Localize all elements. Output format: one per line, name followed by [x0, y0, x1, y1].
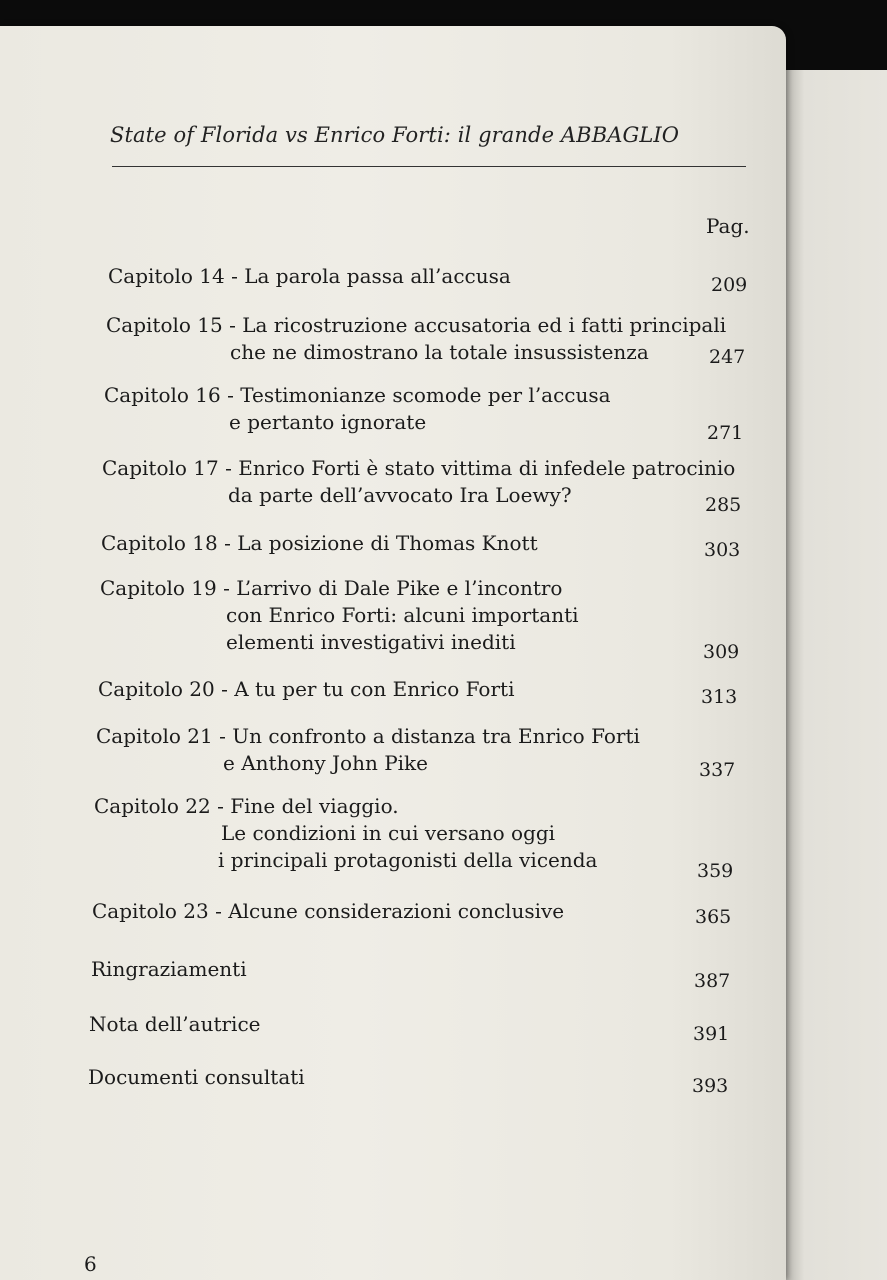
toc-entry-line: Capitolo 20 - A tu per tu con Enrico Forti	[98, 677, 515, 701]
toc-page-number: 209	[711, 274, 748, 296]
toc-entry-line: Ringraziamenti	[91, 957, 247, 981]
toc-entry-line: Capitolo 15 - La ricostruzione accusatoria ed i fatti principali	[106, 313, 727, 337]
toc-entry-line: Capitolo 22 - Fine del viaggio.	[94, 794, 399, 818]
toc-entry-line: da parte dell’avvocato Ira Loewy?	[228, 483, 572, 507]
toc-entry-line: Le condizioni in cui versano oggi	[221, 821, 556, 845]
toc-page-number: 387	[694, 970, 731, 992]
toc-entry-line: Capitolo 18 - La posizione di Thomas Knott	[101, 531, 538, 555]
toc-entry-line: Capitolo 16 - Testimonianze scomode per l’accusa	[104, 383, 611, 407]
toc-page-number: 365	[695, 906, 732, 928]
toc-entry	[100, 575, 579, 656]
toc-entry-line: elementi investigativi inediti	[226, 630, 516, 654]
toc-page-number: 247	[709, 346, 746, 368]
running-head: State of Florida vs Enrico Forti: il grande ABBAGLIO	[110, 123, 680, 147]
toc-entry-line: Capitolo 14 - La parola passa all’accusa	[108, 264, 511, 288]
toc-page-number: 359	[697, 860, 734, 882]
toc-entry	[88, 1064, 305, 1091]
toc-entry	[98, 676, 514, 703]
next-page-edge	[786, 70, 887, 1280]
toc-entry-line: che ne dimostrano la totale insussistenza	[230, 340, 649, 364]
toc-page-number: 313	[701, 686, 738, 708]
header-rule	[112, 166, 746, 167]
page-number: 6	[84, 1252, 97, 1276]
page-column-label: Pag.	[706, 214, 750, 238]
toc-page-number: 309	[703, 641, 740, 663]
toc-entry-line: i principali protagonisti della vicenda	[218, 848, 598, 872]
toc-entry-line: con Enrico Forti: alcuni importanti	[226, 603, 579, 627]
toc-entry-line: Capitolo 19 - L’arrivo di Dale Pike e l’incontro	[100, 576, 563, 600]
toc-entry-line: Documenti consultati	[88, 1065, 305, 1089]
toc-page-number: 391	[693, 1023, 730, 1045]
toc-entry	[96, 723, 640, 777]
toc-entry-line: Capitolo 17 - Enrico Forti è stato vittima di infedele patrocinio	[102, 456, 736, 480]
toc-entry-line: Capitolo 21 - Un confronto a distanza tra Enrico Forti	[96, 724, 640, 748]
toc-entry	[101, 530, 538, 557]
book-page	[0, 26, 786, 1280]
toc-page-number: 303	[704, 539, 741, 561]
toc-page-number: 285	[705, 494, 742, 516]
toc-entry	[102, 455, 735, 509]
toc-entry	[92, 898, 564, 925]
toc-page-number: 271	[707, 422, 744, 444]
toc-entry	[108, 263, 511, 290]
toc-entry	[91, 956, 247, 983]
toc-entry-line: Nota dell’autrice	[89, 1012, 261, 1036]
toc-entry	[89, 1011, 260, 1038]
toc-entry-line: e Anthony John Pike	[223, 751, 428, 775]
toc-page-number: 337	[699, 759, 736, 781]
toc-entry-line: Capitolo 23 - Alcune considerazioni conclusive	[92, 899, 565, 923]
toc-page-number: 393	[692, 1075, 729, 1097]
toc-entry	[106, 312, 726, 366]
toc-entry	[94, 793, 597, 874]
toc-entry-line: e pertanto ignorate	[229, 410, 427, 434]
toc-entry	[104, 382, 611, 436]
